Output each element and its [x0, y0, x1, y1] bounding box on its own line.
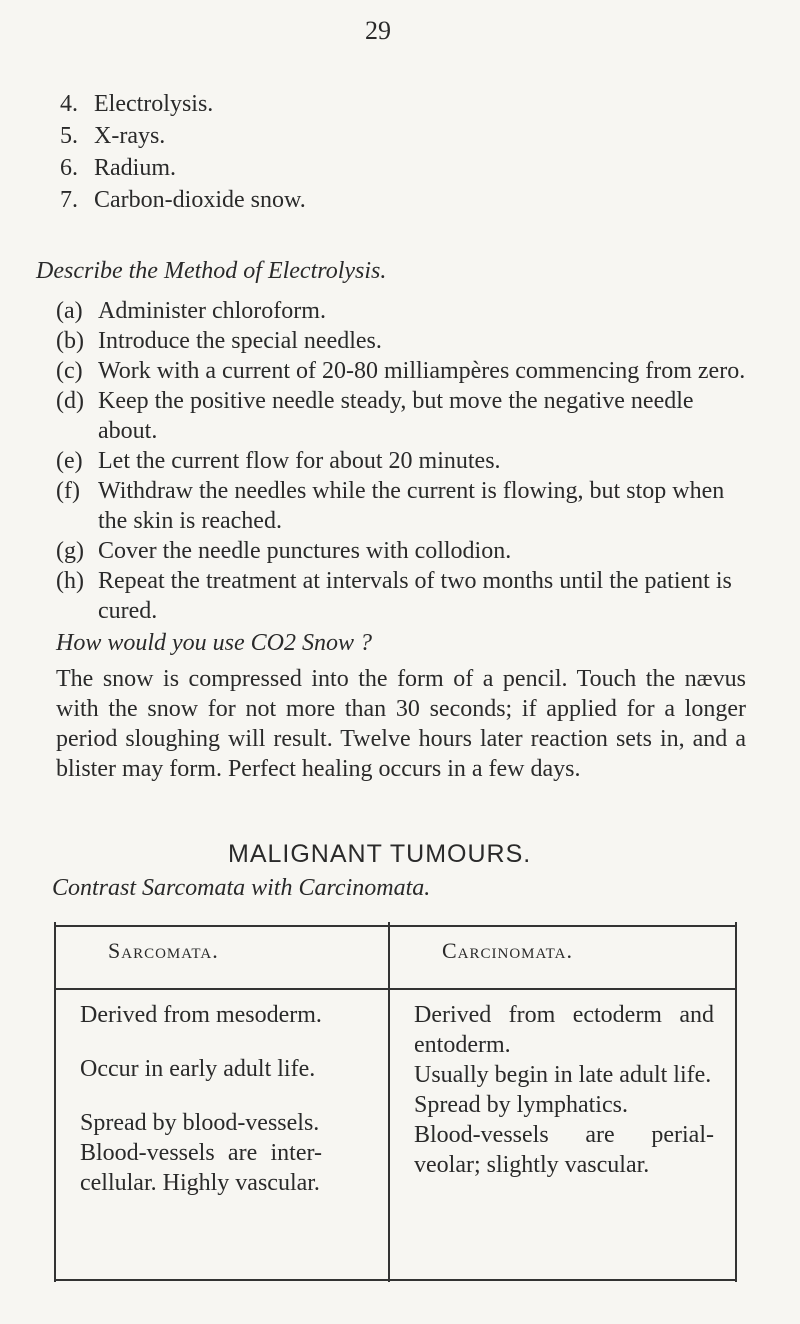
electrolysis-steps — [56, 296, 746, 626]
table-cell: Derived from mesoderm. — [80, 1002, 322, 1028]
table-cell: Blood-vessels are perial-veolar; slightly vascular. — [414, 1122, 714, 1178]
header-carcinomata: Carcinomata. — [442, 938, 573, 963]
co2-heading: How would you use CO2 Snow ? — [56, 630, 373, 656]
carcinomata-column — [414, 1000, 714, 1180]
table-cell: Blood-vessels are inter-cellular. Highly vascular. — [80, 1140, 322, 1196]
table-cell: Usually begin in late adult life. — [414, 1062, 712, 1088]
numbered-list — [60, 88, 306, 216]
page-number: 29 — [365, 16, 391, 45]
step-item: (a) Administer chloroform. — [56, 298, 326, 324]
table-header-rule — [54, 988, 736, 990]
step-item: (e) Let the current flow for about 20 minutes. — [56, 448, 501, 474]
step-item: (h) Repeat the treatment at intervals of two months until the patient is cured. — [56, 568, 732, 624]
table-middle-border — [388, 922, 390, 1282]
table-left-border — [54, 922, 56, 1282]
table-cell: Spread by lymphatics. — [414, 1092, 628, 1118]
table-cell: Occur in early adult life. — [80, 1056, 316, 1082]
step-item: (c) Work with a current of 20-80 milliampères commencing from zero. — [56, 358, 746, 384]
list-item: 7. Carbon-dioxide snow. — [60, 187, 306, 213]
table-cell: Derived from ectoderm and entoderm. — [414, 1002, 714, 1058]
electrolysis-heading: Describe the Method of Electrolysis. — [36, 258, 387, 284]
table-right-border — [735, 922, 737, 1282]
step-item: (d) Keep the positive needle steady, but move the negative needle about. — [56, 388, 694, 444]
table-cell: Spread by blood-vessels. — [80, 1110, 320, 1136]
sarcomata-column — [80, 1000, 322, 1198]
step-item: (g) Cover the needle punctures with collodion. — [56, 538, 512, 564]
table-caption: Contrast Sarcomata with Carcinomata. — [52, 875, 431, 901]
co2-paragraph: The snow is compressed into the form of a pencil. Touch the nævus with the snow for not more than 30 seconds; if applied for a longer period sloughing will result. Twelve hours later reaction sets in, and a blister may form. Perfect healing occurs in a few days. — [56, 666, 746, 782]
header-sarcomata: Sarcomata. — [108, 938, 219, 963]
step-item: (b) Introduce the special needles. — [56, 328, 382, 354]
table-bottom-border — [54, 1279, 736, 1281]
list-item: 4. Electrolysis. — [60, 91, 214, 117]
step-item: (f) Withdraw the needles while the current is flowing, but stop when the skin is reached. — [56, 478, 725, 534]
list-item: 5. X-rays. — [60, 123, 166, 149]
section-title: MALIGNANT TUMOURS. — [228, 840, 532, 868]
list-item: 6. Radium. — [60, 155, 176, 181]
table-top-border — [54, 925, 736, 927]
